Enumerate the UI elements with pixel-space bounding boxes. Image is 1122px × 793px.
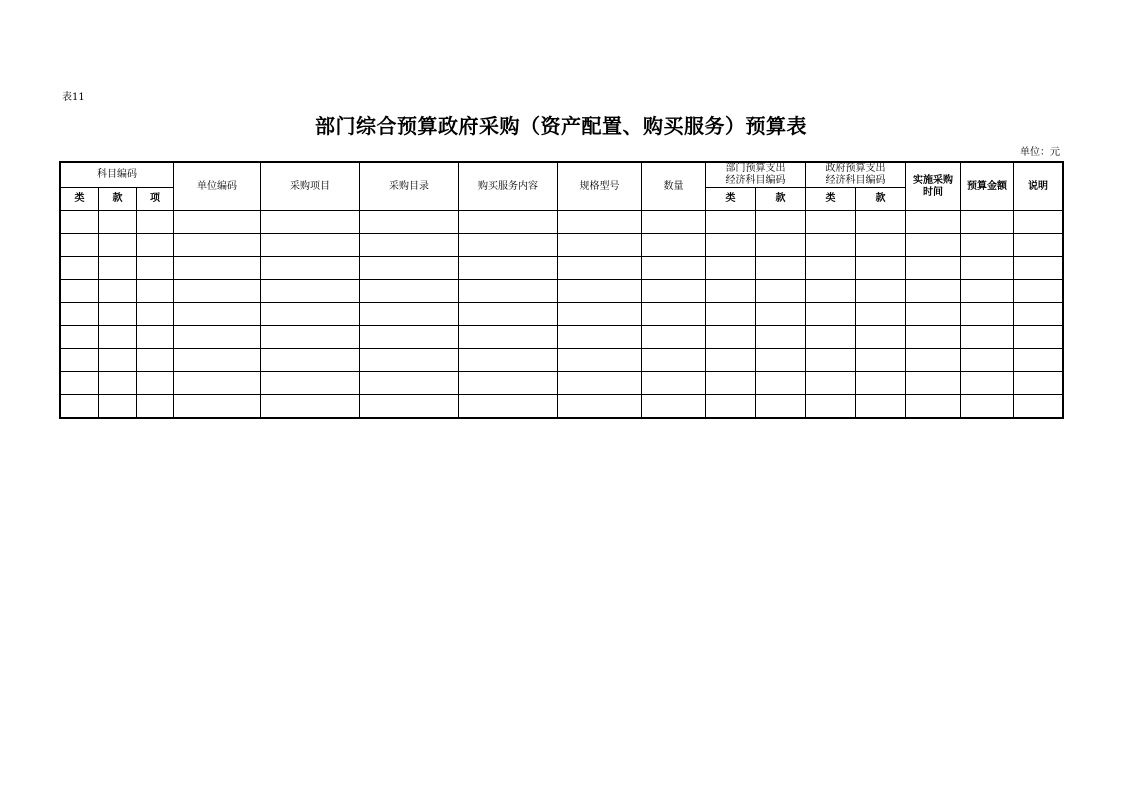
table-cell[interactable] bbox=[174, 372, 261, 395]
table-cell[interactable] bbox=[806, 234, 856, 257]
header-spec-model: 规格型号 bbox=[558, 163, 642, 211]
table-cell[interactable] bbox=[459, 234, 558, 257]
table-cell[interactable] bbox=[174, 234, 261, 257]
table-cell[interactable] bbox=[706, 211, 756, 234]
table-cell[interactable] bbox=[961, 280, 1014, 303]
table-cell[interactable] bbox=[360, 326, 459, 349]
table-cell[interactable] bbox=[856, 257, 906, 280]
table-cell[interactable] bbox=[61, 372, 99, 395]
budget-table bbox=[60, 162, 1063, 418]
table-cell[interactable] bbox=[99, 395, 137, 418]
header-dept-econ-line2: 经济科目编码 bbox=[725, 175, 786, 186]
table-cell[interactable] bbox=[99, 303, 137, 326]
table-cell[interactable] bbox=[806, 326, 856, 349]
table-cell[interactable] bbox=[459, 395, 558, 418]
header-gov-econ-line1: 政府预算支出 bbox=[825, 163, 886, 174]
table-cell[interactable] bbox=[806, 395, 856, 418]
table-cell[interactable] bbox=[806, 211, 856, 234]
table-cell[interactable] bbox=[137, 303, 174, 326]
table-cell[interactable] bbox=[1014, 303, 1063, 326]
table-row bbox=[61, 372, 1063, 395]
table-cell[interactable] bbox=[174, 257, 261, 280]
header-xiang: 项 bbox=[137, 188, 174, 211]
table-cell[interactable] bbox=[459, 257, 558, 280]
header-gov-econ-line2: 经济科目编码 bbox=[825, 175, 886, 186]
table-row bbox=[61, 257, 1063, 280]
table-cell[interactable] bbox=[856, 234, 906, 257]
header-dept-econ-line1: 部门预算支出 bbox=[725, 163, 786, 174]
table-cell[interactable] bbox=[1014, 372, 1063, 395]
table-cell[interactable] bbox=[360, 349, 459, 372]
table-cell[interactable] bbox=[261, 349, 360, 372]
table-cell[interactable] bbox=[1014, 257, 1063, 280]
table-cell[interactable] bbox=[642, 303, 706, 326]
table-cell[interactable] bbox=[261, 395, 360, 418]
table-cell[interactable] bbox=[906, 303, 961, 326]
table-cell[interactable] bbox=[856, 326, 906, 349]
table-cell[interactable] bbox=[706, 303, 756, 326]
table-cell[interactable] bbox=[1014, 395, 1063, 418]
header-impl-time-line1: 实施采购 bbox=[913, 174, 954, 186]
table-cell[interactable] bbox=[558, 211, 642, 234]
table-cell[interactable] bbox=[99, 280, 137, 303]
table-cell[interactable] bbox=[459, 211, 558, 234]
header-service-content: 购买服务内容 bbox=[459, 163, 558, 211]
table-cell[interactable] bbox=[558, 280, 642, 303]
table-cell[interactable] bbox=[961, 349, 1014, 372]
header-budget-amount: 预算金额 bbox=[961, 163, 1014, 211]
table-cell[interactable] bbox=[756, 257, 806, 280]
header-impl-time bbox=[906, 163, 961, 211]
table-cell[interactable] bbox=[261, 372, 360, 395]
table-cell[interactable] bbox=[137, 211, 174, 234]
table-cell[interactable] bbox=[459, 326, 558, 349]
table-cell[interactable] bbox=[856, 372, 906, 395]
table-cell[interactable] bbox=[642, 234, 706, 257]
table-cell[interactable] bbox=[61, 395, 99, 418]
table-cell[interactable] bbox=[61, 303, 99, 326]
table-cell[interactable] bbox=[756, 326, 806, 349]
table-cell[interactable] bbox=[806, 280, 856, 303]
table-cell[interactable] bbox=[99, 234, 137, 257]
header-gov-lei: 类 bbox=[806, 188, 856, 211]
header-purchase-item: 采购项目 bbox=[261, 163, 360, 211]
header-unit-code: 单位编码 bbox=[174, 163, 261, 211]
table-cell[interactable] bbox=[1014, 326, 1063, 349]
table-row bbox=[61, 303, 1063, 326]
table-cell[interactable] bbox=[558, 303, 642, 326]
header-dept-lei: 类 bbox=[706, 188, 756, 211]
table-cell[interactable] bbox=[459, 349, 558, 372]
table-body bbox=[61, 211, 1063, 418]
table-cell[interactable] bbox=[558, 257, 642, 280]
table-cell[interactable] bbox=[806, 303, 856, 326]
table-cell[interactable] bbox=[360, 303, 459, 326]
table-row bbox=[61, 326, 1063, 349]
table-cell[interactable] bbox=[99, 326, 137, 349]
table-cell[interactable] bbox=[558, 372, 642, 395]
header-kuan: 款 bbox=[99, 188, 137, 211]
header-remarks: 说明 bbox=[1014, 163, 1063, 211]
table-cell[interactable] bbox=[961, 211, 1014, 234]
table-cell[interactable] bbox=[137, 280, 174, 303]
table-cell[interactable] bbox=[706, 372, 756, 395]
table-cell[interactable] bbox=[706, 395, 756, 418]
table-cell[interactable] bbox=[61, 349, 99, 372]
table-cell[interactable] bbox=[61, 234, 99, 257]
header-subject-code: 科目编码 bbox=[61, 163, 174, 188]
table-cell[interactable] bbox=[261, 211, 360, 234]
table-cell[interactable] bbox=[961, 326, 1014, 349]
table-cell[interactable] bbox=[174, 326, 261, 349]
table-cell[interactable] bbox=[961, 257, 1014, 280]
table-cell[interactable] bbox=[642, 372, 706, 395]
table-cell[interactable] bbox=[61, 326, 99, 349]
table-cell[interactable] bbox=[706, 326, 756, 349]
table-cell[interactable] bbox=[61, 211, 99, 234]
header-dept-econ-code bbox=[706, 163, 806, 188]
table-cell[interactable] bbox=[360, 257, 459, 280]
table-cell[interactable] bbox=[137, 234, 174, 257]
table-cell[interactable] bbox=[856, 303, 906, 326]
table-cell[interactable] bbox=[756, 349, 806, 372]
table-cell[interactable] bbox=[99, 372, 137, 395]
table-cell[interactable] bbox=[459, 372, 558, 395]
table-cell[interactable] bbox=[756, 303, 806, 326]
table-cell[interactable] bbox=[1014, 280, 1063, 303]
table-cell[interactable] bbox=[174, 211, 261, 234]
table-cell[interactable] bbox=[99, 211, 137, 234]
page-title: 部门综合预算政府采购（资产配置、购买服务）预算表 bbox=[315, 114, 807, 138]
table-cell[interactable] bbox=[261, 303, 360, 326]
table-cell[interactable] bbox=[99, 349, 137, 372]
table-cell[interactable] bbox=[360, 372, 459, 395]
table-cell[interactable] bbox=[642, 326, 706, 349]
table-cell[interactable] bbox=[360, 211, 459, 234]
header-quantity: 数量 bbox=[642, 163, 706, 211]
table-cell[interactable] bbox=[906, 372, 961, 395]
table-cell[interactable] bbox=[558, 326, 642, 349]
table-cell[interactable] bbox=[174, 395, 261, 418]
table-cell[interactable] bbox=[756, 395, 806, 418]
table-row bbox=[61, 234, 1063, 257]
table-cell[interactable] bbox=[756, 280, 806, 303]
table-cell[interactable] bbox=[174, 280, 261, 303]
table-cell[interactable] bbox=[906, 349, 961, 372]
table-row bbox=[61, 211, 1063, 234]
table-cell[interactable] bbox=[806, 257, 856, 280]
header-row-1 bbox=[61, 163, 1063, 188]
table-cell[interactable] bbox=[558, 234, 642, 257]
table-cell[interactable] bbox=[856, 211, 906, 234]
table-cell[interactable] bbox=[174, 349, 261, 372]
table-cell[interactable] bbox=[459, 280, 558, 303]
table-cell[interactable] bbox=[906, 211, 961, 234]
table-cell[interactable] bbox=[906, 326, 961, 349]
table-number: 表11 bbox=[62, 92, 85, 103]
table-cell[interactable] bbox=[856, 395, 906, 418]
table-cell[interactable] bbox=[756, 234, 806, 257]
table-cell[interactable] bbox=[558, 349, 642, 372]
table-cell[interactable] bbox=[558, 395, 642, 418]
table-cell[interactable] bbox=[1014, 211, 1063, 234]
table-cell[interactable] bbox=[642, 280, 706, 303]
table-cell[interactable] bbox=[961, 372, 1014, 395]
table-cell[interactable] bbox=[961, 303, 1014, 326]
table-cell[interactable] bbox=[1014, 349, 1063, 372]
table-row bbox=[61, 395, 1063, 418]
table-cell[interactable] bbox=[137, 372, 174, 395]
table-cell[interactable] bbox=[61, 280, 99, 303]
table-cell[interactable] bbox=[642, 395, 706, 418]
header-impl-time-line2: 时间 bbox=[923, 186, 944, 198]
table-cell[interactable] bbox=[806, 372, 856, 395]
table-cell[interactable] bbox=[261, 234, 360, 257]
table-cell[interactable] bbox=[642, 257, 706, 280]
table-cell[interactable] bbox=[642, 211, 706, 234]
table-cell[interactable] bbox=[459, 303, 558, 326]
header-gov-kuan: 款 bbox=[856, 188, 906, 211]
table-cell[interactable] bbox=[360, 234, 459, 257]
table-cell[interactable] bbox=[906, 257, 961, 280]
header-lei: 类 bbox=[61, 188, 99, 211]
table-cell[interactable] bbox=[1014, 234, 1063, 257]
table-cell[interactable] bbox=[906, 234, 961, 257]
table-cell[interactable] bbox=[706, 234, 756, 257]
header-gov-econ-code bbox=[806, 163, 906, 188]
table-cell[interactable] bbox=[906, 395, 961, 418]
table-cell[interactable] bbox=[61, 257, 99, 280]
table-cell[interactable] bbox=[961, 395, 1014, 418]
table-cell[interactable] bbox=[360, 280, 459, 303]
table-cell[interactable] bbox=[856, 349, 906, 372]
table-cell[interactable] bbox=[137, 257, 174, 280]
table-cell[interactable] bbox=[137, 349, 174, 372]
header-dept-kuan: 款 bbox=[756, 188, 806, 211]
table-row bbox=[61, 349, 1063, 372]
table-cell[interactable] bbox=[642, 349, 706, 372]
table-cell[interactable] bbox=[756, 372, 806, 395]
table-cell[interactable] bbox=[756, 211, 806, 234]
table-cell[interactable] bbox=[137, 395, 174, 418]
table-cell[interactable] bbox=[261, 326, 360, 349]
header-purchase-catalog: 采购目录 bbox=[360, 163, 459, 211]
unit-label: 单位：元 bbox=[1020, 147, 1060, 158]
table-cell[interactable] bbox=[174, 303, 261, 326]
table-cell[interactable] bbox=[806, 349, 856, 372]
table-cell[interactable] bbox=[99, 257, 137, 280]
table-cell[interactable] bbox=[706, 349, 756, 372]
table-row bbox=[61, 280, 1063, 303]
table-cell[interactable] bbox=[706, 280, 756, 303]
table-cell[interactable] bbox=[360, 395, 459, 418]
table-cell[interactable] bbox=[137, 326, 174, 349]
table-cell[interactable] bbox=[961, 234, 1014, 257]
table-cell[interactable] bbox=[261, 257, 360, 280]
table-cell[interactable] bbox=[261, 280, 360, 303]
table-cell[interactable] bbox=[706, 257, 756, 280]
table-cell[interactable] bbox=[856, 280, 906, 303]
table-cell[interactable] bbox=[906, 280, 961, 303]
